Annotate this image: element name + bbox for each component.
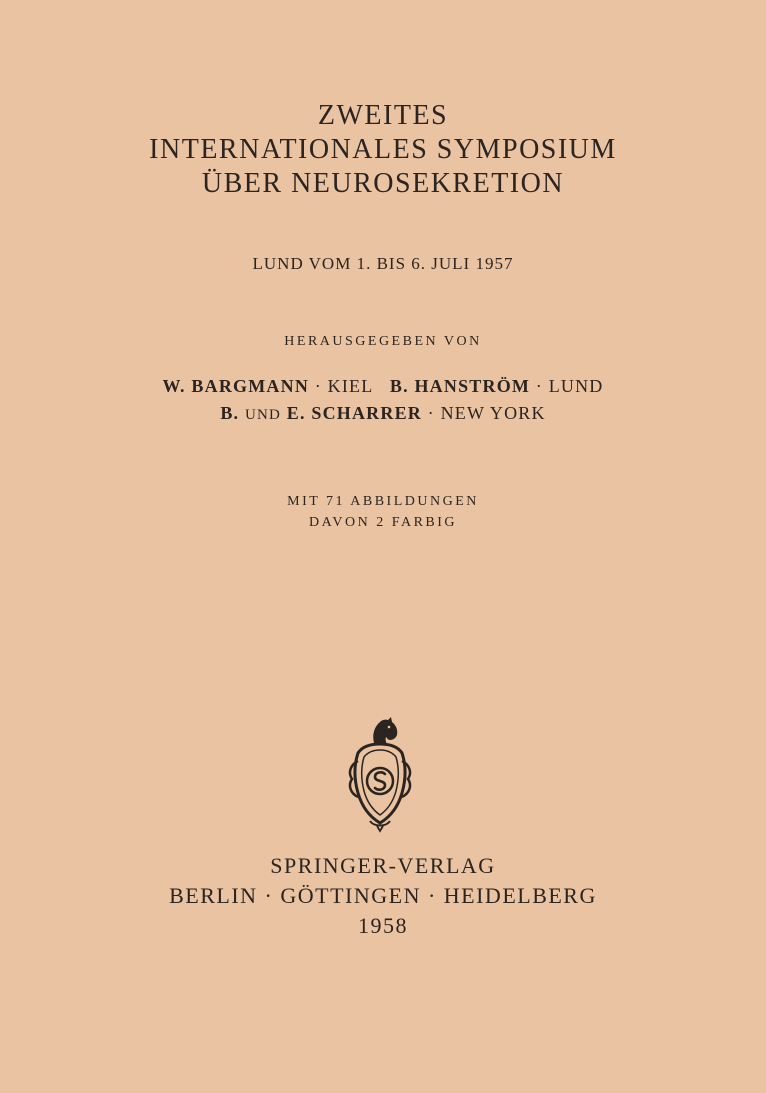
editor-hanstrom: B. HANSTRÖM <box>389 376 531 396</box>
title-line-1: ZWEITES <box>317 100 449 131</box>
separator-dot: · <box>535 376 543 396</box>
separator-dot: · <box>314 376 322 396</box>
editor-city-kiel: KIEL <box>327 376 373 396</box>
conjunction-und: UND <box>244 407 282 423</box>
editor-city-new-york: NEW YORK <box>440 403 546 423</box>
edited-by-label: HERAUSGEGEBEN VON <box>284 334 482 349</box>
illustrations-count: MIT 71 ABBILDUNGEN <box>287 494 479 509</box>
publication-year: 1958 <box>358 913 408 938</box>
illustrations-color: DAVON 2 FARBIG <box>308 515 458 530</box>
editor-scharrer: E. SCHARRER <box>286 403 422 423</box>
editor-bargmann: W. BARGMANN <box>162 376 310 396</box>
separator-dot: · <box>427 403 435 423</box>
springer-knight-logo-icon <box>344 713 416 833</box>
editor-initial-b: B. <box>220 403 240 423</box>
editors-line-2 <box>0 403 766 424</box>
editor-city-lund: LUND <box>548 376 604 396</box>
editors-line-1 <box>0 376 766 397</box>
title-line-2: INTERNATIONALES SYMPOSIUM <box>149 134 617 165</box>
meeting-info: LUND VOM 1. BIS 6. JULI 1957 <box>252 254 514 273</box>
publisher-cities: BERLIN · GÖTTINGEN · HEIDELBERG <box>169 883 597 908</box>
publisher-name: SPRINGER-VERLAG <box>270 853 496 878</box>
title-line-3: ÜBER NEUROSEKRETION <box>201 168 565 199</box>
